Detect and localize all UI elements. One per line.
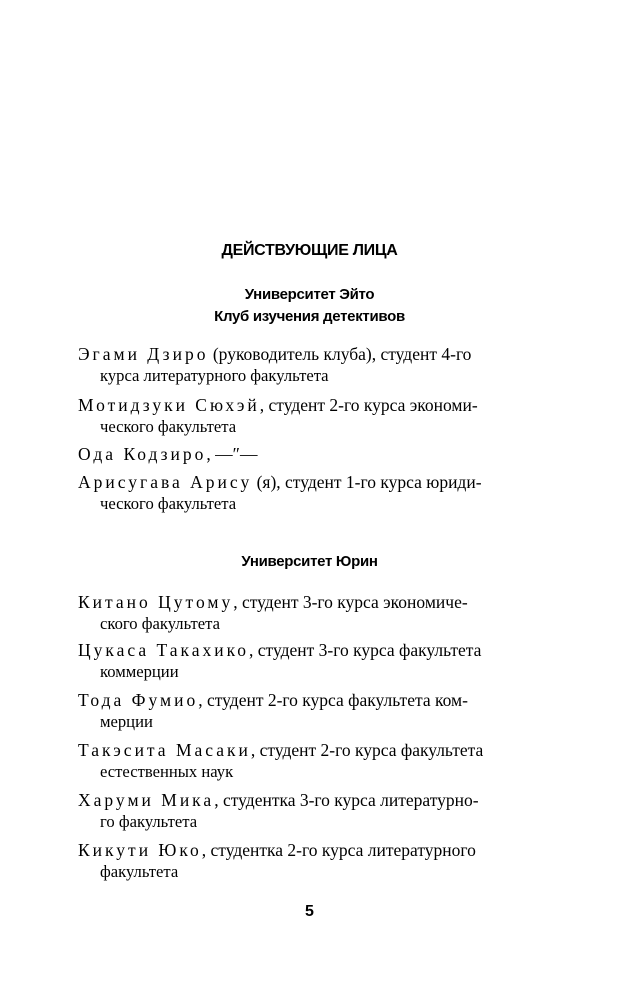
- section-heading-line: Университет Эйто: [244, 286, 375, 303]
- entry-line-2: коммерции: [100, 662, 179, 681]
- section-heading-line: Университет Юрин: [241, 553, 378, 570]
- character-description: , студентка 3-го курса литературно-: [214, 790, 479, 810]
- entry-line-2: курса литературного факультета: [100, 366, 329, 385]
- entry-line-1: [78, 739, 516, 761]
- entry-line-1: [78, 471, 516, 493]
- character-name: Цукаса Такахико: [78, 640, 250, 660]
- character-name: Эгами Дзиро: [78, 344, 209, 364]
- character-name: Арисугава Арису: [78, 472, 253, 492]
- entry-line-2: го факультета: [100, 812, 198, 831]
- section-heading-line: Клуб изучения детективов: [214, 308, 405, 325]
- character-description: , студент 2-го курса экономи-: [259, 395, 478, 415]
- character-name: Харуми Мика: [78, 790, 215, 810]
- character-name: Ода Кодзиро: [78, 444, 207, 464]
- character-entry: [78, 394, 516, 438]
- entry-line-1: [78, 394, 516, 416]
- character-entry: [78, 789, 516, 833]
- entry-line-2: естественных наук: [100, 762, 234, 781]
- entry-line-2: ческого факультета: [100, 494, 237, 513]
- entry-line-1: [78, 443, 516, 465]
- section-heading-yurin: [0, 551, 619, 573]
- character-entry: [78, 739, 516, 783]
- entry-line-2: мерции: [100, 712, 153, 731]
- character-entry: [78, 591, 516, 635]
- character-entry: [78, 689, 516, 733]
- entry-line-2: ческого факультета: [100, 417, 237, 436]
- section-heading-eito: [0, 284, 619, 328]
- character-entry: [78, 639, 516, 683]
- entry-line-1: [78, 639, 516, 661]
- entry-line-1: [78, 689, 516, 711]
- character-entry: [78, 443, 516, 465]
- character-description: (я), студент 1-го курса юриди-: [252, 472, 482, 492]
- entry-line-1: [78, 343, 516, 365]
- character-entry: [78, 839, 516, 883]
- entry-line-1: [78, 789, 516, 811]
- character-name: Кикути Юко: [78, 840, 202, 860]
- character-description: , —″—: [206, 444, 258, 464]
- entry-line-2: ского факультета: [100, 614, 220, 633]
- character-name: Китано Цутому: [78, 592, 234, 612]
- page-title: ДЕЙСТВУЮЩИЕ ЛИЦА: [221, 242, 398, 259]
- character-entry: [78, 343, 516, 387]
- character-description: , студентка 2-го курса литературного: [201, 840, 476, 860]
- character-name: Тода Фумио: [78, 690, 199, 710]
- character-name: Мотидзуки Сюхэй: [78, 395, 260, 415]
- character-description: , студент 2-го курса факультета ком-: [198, 690, 468, 710]
- character-description: , студент 3-го курса экономиче-: [233, 592, 468, 612]
- character-description: (руководитель клуба), студент 4-го: [208, 344, 472, 364]
- entry-line-1: [78, 591, 516, 613]
- character-name: Такэсита Масаки: [78, 740, 251, 760]
- character-entry: [78, 471, 516, 515]
- entry-line-1: [78, 839, 516, 861]
- entry-line-2: факультета: [100, 862, 179, 881]
- character-description: , студент 2-го курса факультета: [250, 740, 484, 760]
- character-description: , студент 3-го курса факультета: [249, 640, 482, 660]
- page-number: 5: [305, 903, 314, 920]
